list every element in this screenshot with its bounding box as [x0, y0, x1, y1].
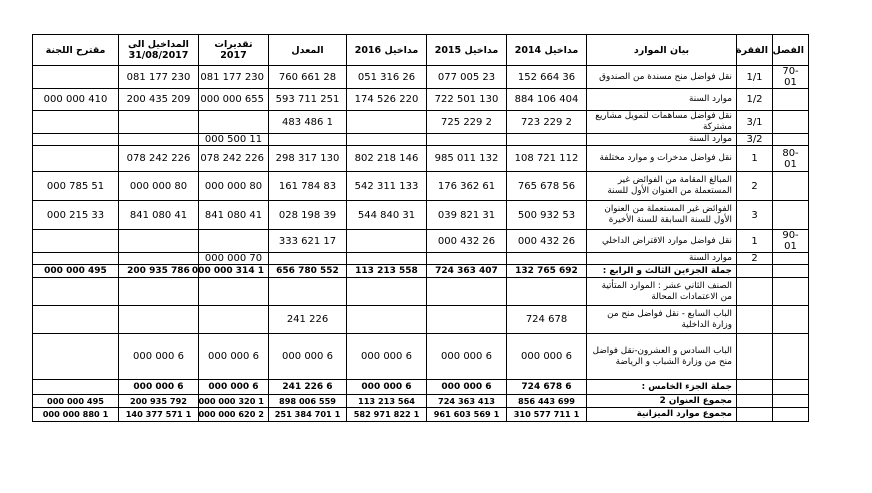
chapter-cell: 80-01 [773, 146, 809, 172]
estimate-2017-cell: 6 000 000 [199, 334, 269, 380]
table-row [33, 134, 809, 146]
resources-table [32, 34, 809, 422]
header-2014: مداخيل 2014 [507, 35, 587, 66]
average-cell: 130 317 298 [269, 146, 347, 172]
chapter-cell [773, 172, 809, 201]
income-2015-cell: 407 363 724 [427, 265, 507, 278]
income-2015-cell: 1 569 603 961 [427, 408, 507, 422]
income-to-date-cell [119, 253, 199, 265]
income-2016-cell [347, 253, 427, 265]
description-cell: مجموع موارد الميزانية [587, 408, 737, 422]
committee-proposal-cell [33, 380, 119, 395]
header-2016: مداخيل 2016 [347, 35, 427, 66]
header-description: بيان الموارد [587, 35, 737, 66]
income-2014-cell: 26 432 000 [507, 230, 587, 253]
income-2015-cell: 26 432 000 [427, 230, 507, 253]
average-cell: 251 711 593 [269, 89, 347, 111]
table-row [33, 172, 809, 201]
table-row [33, 66, 809, 89]
description-cell: جملة الجزءين الثالث و الرابع : [587, 265, 737, 278]
table-row [33, 89, 809, 111]
committee-proposal-cell [33, 278, 119, 306]
income-2015-cell: 31 821 039 [427, 201, 507, 230]
table-row [33, 253, 809, 265]
income-to-date-cell: 226 242 078 [119, 146, 199, 172]
header-chapter: الفصل [773, 35, 809, 66]
chapter-cell [773, 395, 809, 408]
table-row [33, 111, 809, 134]
income-2016-cell [347, 134, 427, 146]
chapter-cell: 90-01 [773, 230, 809, 253]
estimate-2017-cell: 226 242 078 [199, 146, 269, 172]
paragraph-cell [737, 278, 773, 306]
income-2014-cell: 699 443 856 [507, 395, 587, 408]
committee-proposal-cell [33, 253, 119, 265]
income-to-date-cell: 6 000 000 [119, 380, 199, 395]
committee-proposal-cell: 410 000 000 [33, 89, 119, 111]
description-cell: موارد السنة [587, 134, 737, 146]
estimate-2017-cell [199, 306, 269, 334]
income-2016-cell [347, 230, 427, 253]
paragraph-cell [737, 408, 773, 422]
income-2016-cell: 564 213 113 [347, 395, 427, 408]
income-2014-cell: 6 678 724 [507, 380, 587, 395]
estimate-2017-cell: 1 320 000 000 [199, 395, 269, 408]
income-2015-cell: 132 011 985 [427, 146, 507, 172]
income-2015-cell: 61 362 176 [427, 172, 507, 201]
description-cell: نقل فواضل مدخرات و موارد مختلفة [587, 146, 737, 172]
header-2015: مداخيل 2015 [427, 35, 507, 66]
income-2016-cell: 6 000 000 [347, 380, 427, 395]
committee-proposal-cell: 1 880 000 000 [33, 408, 119, 422]
table-row [33, 380, 809, 395]
income-2016-cell: 220 526 174 [347, 89, 427, 111]
income-to-date-cell: 80 000 000 [119, 172, 199, 201]
average-cell: 552 780 656 [269, 265, 347, 278]
committee-proposal-cell: 495 000 000 [33, 395, 119, 408]
income-2015-cell [427, 306, 507, 334]
estimate-2017-cell: 41 080 841 [199, 201, 269, 230]
paragraph-cell: 3/2 [737, 134, 773, 146]
average-cell [269, 134, 347, 146]
estimate-2017-cell: 6 000 000 [199, 380, 269, 395]
description-cell: نقل فواضل منح مسندة من الصندوق [587, 66, 737, 89]
income-to-date-cell [119, 111, 199, 134]
chapter-cell [773, 134, 809, 146]
income-to-date-cell [119, 278, 199, 306]
income-2014-cell [507, 134, 587, 146]
income-2014-cell: 1 711 577 310 [507, 408, 587, 422]
description-cell: مجموع العنوان 2 [587, 395, 737, 408]
average-cell: 28 661 760 [269, 66, 347, 89]
header-row [33, 35, 809, 66]
estimate-2017-cell [199, 278, 269, 306]
budget-sheet [32, 34, 808, 444]
income-to-date-cell [119, 306, 199, 334]
chapter-cell [773, 201, 809, 230]
chapter-cell [773, 265, 809, 278]
estimate-2017-cell: 1 314 000 000 [199, 265, 269, 278]
paragraph-cell: 2 [737, 172, 773, 201]
average-cell: 1 701 384 251 [269, 408, 347, 422]
header-average: المعدل [269, 35, 347, 66]
income-2015-cell [427, 134, 507, 146]
table-row [33, 278, 809, 306]
chapter-cell [773, 334, 809, 380]
description-cell: الصنف الثاني عشر : الموارد المتأتية من الاعتمادات المحالة [587, 278, 737, 306]
chapter-cell [773, 278, 809, 306]
paragraph-cell [737, 380, 773, 395]
estimate-2017-cell: 230 177 081 [199, 66, 269, 89]
income-2016-cell [347, 306, 427, 334]
income-to-date-cell [119, 230, 199, 253]
income-to-date-cell: 209 435 200 [119, 89, 199, 111]
income-2015-cell [427, 253, 507, 265]
income-2015-cell: 413 363 724 [427, 395, 507, 408]
paragraph-cell: 1 [737, 146, 773, 172]
estimate-2017-cell: 70 000 000 [199, 253, 269, 265]
committee-proposal-cell [33, 230, 119, 253]
income-2014-cell: 36 664 152 [507, 66, 587, 89]
income-to-date-cell: 786 935 200 [119, 265, 199, 278]
income-2014-cell: 2 229 723 [507, 111, 587, 134]
description-cell: موارد السنة [587, 253, 737, 265]
table-row [33, 334, 809, 380]
paragraph-cell [737, 265, 773, 278]
paragraph-cell [737, 334, 773, 380]
committee-proposal-cell: 51 785 000 [33, 172, 119, 201]
committee-proposal-cell [33, 66, 119, 89]
income-2016-cell: 26 316 051 [347, 66, 427, 89]
paragraph-cell [737, 395, 773, 408]
estimate-2017-cell: 655 000 000 [199, 89, 269, 111]
income-2015-cell [427, 278, 507, 306]
header-committee-proposal: مقترح اللجنة [33, 35, 119, 66]
estimate-2017-cell [199, 111, 269, 134]
committee-proposal-cell [33, 146, 119, 172]
income-2014-cell: 678 724 [507, 306, 587, 334]
paragraph-cell: 1 [737, 230, 773, 253]
income-2014-cell: 6 000 000 [507, 334, 587, 380]
chapter-cell [773, 111, 809, 134]
income-2016-cell [347, 111, 427, 134]
estimate-2017-cell: 80 000 000 [199, 172, 269, 201]
chapter-cell [773, 253, 809, 265]
income-2014-cell: 404 106 884 [507, 89, 587, 111]
income-2014-cell: 112 721 108 [507, 146, 587, 172]
table-row [33, 230, 809, 253]
table-row [33, 146, 809, 172]
income-2015-cell: 130 501 722 [427, 89, 507, 111]
income-to-date-cell: 1 571 377 140 [119, 408, 199, 422]
income-2014-cell: 56 678 765 [507, 172, 587, 201]
committee-proposal-cell [33, 134, 119, 146]
income-2016-cell: 31 840 544 [347, 201, 427, 230]
average-cell: 6 226 241 [269, 380, 347, 395]
description-cell: نقل فواضل موارد الاقتراض الداخلي [587, 230, 737, 253]
average-cell: 39 198 028 [269, 201, 347, 230]
income-to-date-cell: 230 177 081 [119, 66, 199, 89]
paragraph-cell: 1/2 [737, 89, 773, 111]
income-2015-cell: 6 000 000 [427, 380, 507, 395]
income-2016-cell: 6 000 000 [347, 334, 427, 380]
income-2014-cell: 692 765 132 [507, 265, 587, 278]
average-cell: 559 006 898 [269, 395, 347, 408]
table-row [33, 265, 809, 278]
description-cell: الباب السابع - نقل فواضل منح من وزارة الداخلية [587, 306, 737, 334]
average-cell: 6 000 000 [269, 334, 347, 380]
income-2016-cell [347, 278, 427, 306]
estimate-2017-cell: 11 500 000 [199, 134, 269, 146]
description-cell: الفوائض غير المستعملة من العنوان الأول للسنة السابقة للسنة الأخيرة [587, 201, 737, 230]
chapter-cell [773, 306, 809, 334]
income-2014-cell [507, 278, 587, 306]
average-cell [269, 253, 347, 265]
chapter-cell [773, 408, 809, 422]
chapter-cell: 70-01 [773, 66, 809, 89]
description-cell: نقل فواضل مساهمات لتمويل مشاريع مشتركة [587, 111, 737, 134]
description-cell: المبالغ المقامة من الفوائض غير المستعملة من العنوان الأول للسنة [587, 172, 737, 201]
description-cell: الباب السادس و العشرون-نقل فواضل منح من وزارة الشباب و الرياضة [587, 334, 737, 380]
estimate-2017-cell [199, 230, 269, 253]
income-2015-cell: 2 229 725 [427, 111, 507, 134]
income-to-date-cell [119, 134, 199, 146]
table-row [33, 306, 809, 334]
average-cell: 17 621 333 [269, 230, 347, 253]
income-2016-cell: 558 213 113 [347, 265, 427, 278]
committee-proposal-cell: 33 215 000 [33, 201, 119, 230]
income-2016-cell: 1 822 971 582 [347, 408, 427, 422]
paragraph-cell: 1/1 [737, 66, 773, 89]
description-cell: موارد السنة [587, 89, 737, 111]
chapter-cell [773, 89, 809, 111]
average-cell: 83 784 161 [269, 172, 347, 201]
committee-proposal-cell [33, 111, 119, 134]
table-row [33, 408, 809, 422]
chapter-cell [773, 380, 809, 395]
average-cell: 1 486 483 [269, 111, 347, 134]
paragraph-cell: 3/1 [737, 111, 773, 134]
table-row [33, 395, 809, 408]
header-estimate-2017: تقديرات 2017 [199, 35, 269, 66]
table-row [33, 201, 809, 230]
committee-proposal-cell: 495 000 000 [33, 265, 119, 278]
estimate-2017-cell: 2 620 000 000 [199, 408, 269, 422]
average-cell: 226 241 [269, 306, 347, 334]
income-2015-cell: 6 000 000 [427, 334, 507, 380]
paragraph-cell: 2 [737, 253, 773, 265]
income-2014-cell [507, 253, 587, 265]
paragraph-cell: 3 [737, 201, 773, 230]
income-2015-cell: 23 005 077 [427, 66, 507, 89]
income-to-date-cell: 6 000 000 [119, 334, 199, 380]
income-to-date-cell: 41 080 841 [119, 201, 199, 230]
committee-proposal-cell [33, 334, 119, 380]
income-2014-cell: 53 932 500 [507, 201, 587, 230]
header-income-to-date: المداخيل الى 31/08/2017 [119, 35, 199, 66]
average-cell [269, 278, 347, 306]
income-2016-cell: 146 218 802 [347, 146, 427, 172]
committee-proposal-cell [33, 306, 119, 334]
income-2016-cell: 133 311 542 [347, 172, 427, 201]
paragraph-cell [737, 306, 773, 334]
header-paragraph: الفقرة [737, 35, 773, 66]
income-to-date-cell: 792 935 200 [119, 395, 199, 408]
description-cell: جملة الجزء الخامس : [587, 380, 737, 395]
